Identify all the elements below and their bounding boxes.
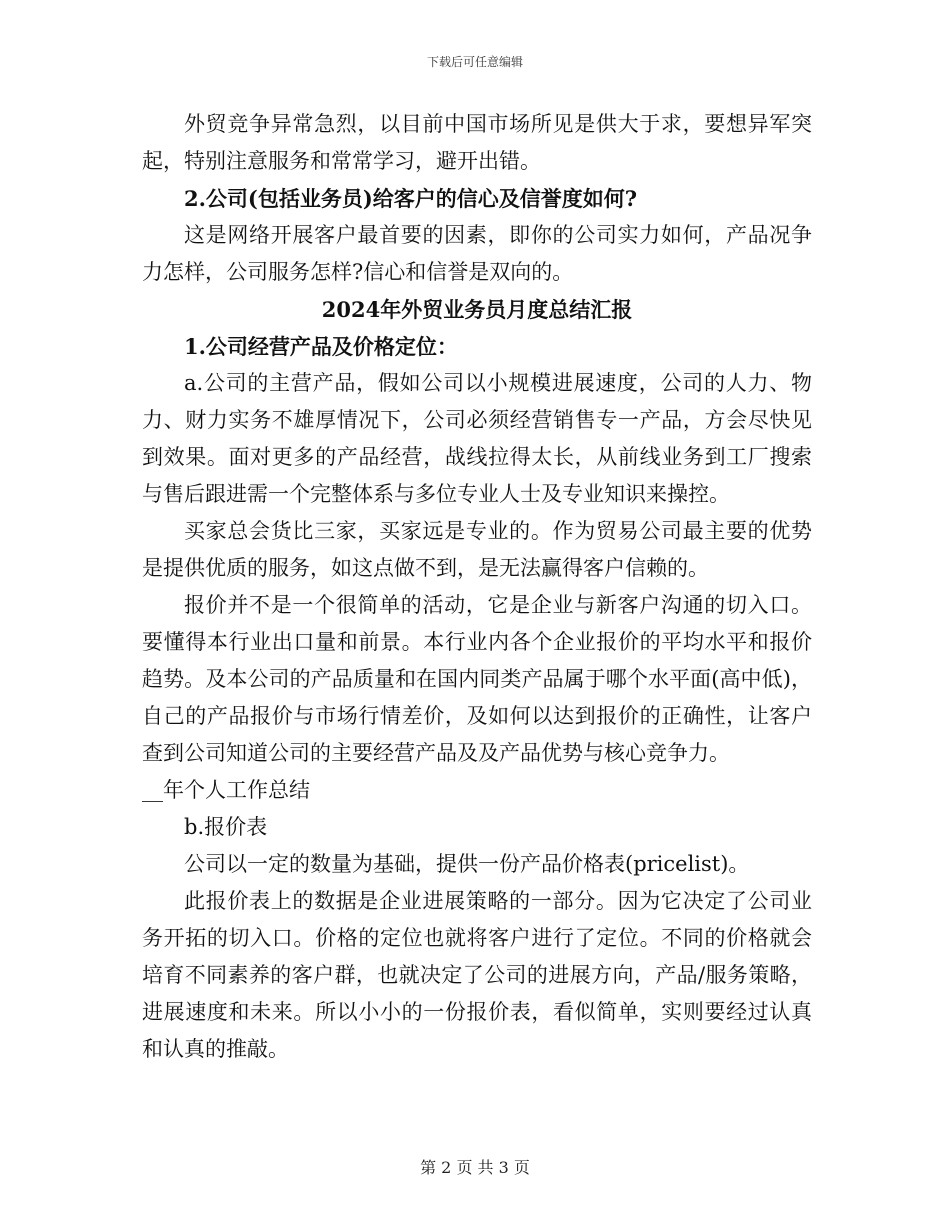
paragraph-price-list-intro: 公司以一定的数量为基础，提供一份产品价格表(pricelist)。 [184,852,750,876]
paragraph-quotation: 报价并不是一个很简单的活动，它是企业与新客户沟通的切入口。要懂得本行业出口量和前景。本行业内各个企业报价的平均水平和报价趋势。及本公司的产品质量和在国内同类产品属于哪个水平面(高中低)，自己的产品报价与市场行情差价，及如何以达到报价的正确性，让客户查到公司知道公司的主要经营产品及及产品优势与核心竞争力。 [142,593,812,765]
paragraph-competition: 外贸竞争异常急烈，以目前中国市场所见是供大于求，要想异军突起，特别注意服务和常常学习，避开出错。 [142,112,812,173]
heading-credibility: 2.公司(包括业务员)给客户的信心及信誉度如何? [184,186,638,211]
paragraph-annual-summary: __年个人工作总结 [142,778,310,802]
paragraph-credibility: 这是网络开展客户最首要的因素，即你的公司实力如何，产品况争力怎样，公司服务怎样?信心和信誉是双向的。 [142,223,812,284]
page-footer: 第 2 页 共 3 页 [420,1158,530,1177]
paragraph-main-product: a.公司的主营产品，假如公司以小规模进展速度，公司的人力、物力、财力实务不雄厚情况下，公司必须经营销售专一产品，方会尽快见到效果。面对更多的产品经营，战线拉得太长，从前线业务到工厂搜索与售后跟进需一个完整体系与多位专业人士及专业知识来操控。 [142,371,812,506]
document-title: 2024年外贸业务员月度总结汇报 [321,297,633,322]
heading-price-list: b.报价表 [184,815,268,839]
paragraph-price-list-strategy: 此报价表上的数据是企业进展策略的一部分。因为它决定了公司业务开拓的切入口。价格的定位也就将客户进行了定位。不同的价格就会培育不同素养的客户群，也就决定了公司的进展方向，产品/服务策略，进展速度和未来。所以小小的一份报价表，看似简单，实则要经过认真和认真的推敲。 [142,889,812,1061]
document-body [142,106,812,1068]
page-header: 下载后可任意编辑 [426,55,523,69]
heading-product-pricing: 1.公司经营产品及价格定位： [184,334,458,359]
paragraph-buyers: 买家总会货比三家，买家远是专业的。作为贸易公司最主要的优势是提供优质的服务，如这点做不到，是无法赢得客户信赖的。 [142,519,812,580]
